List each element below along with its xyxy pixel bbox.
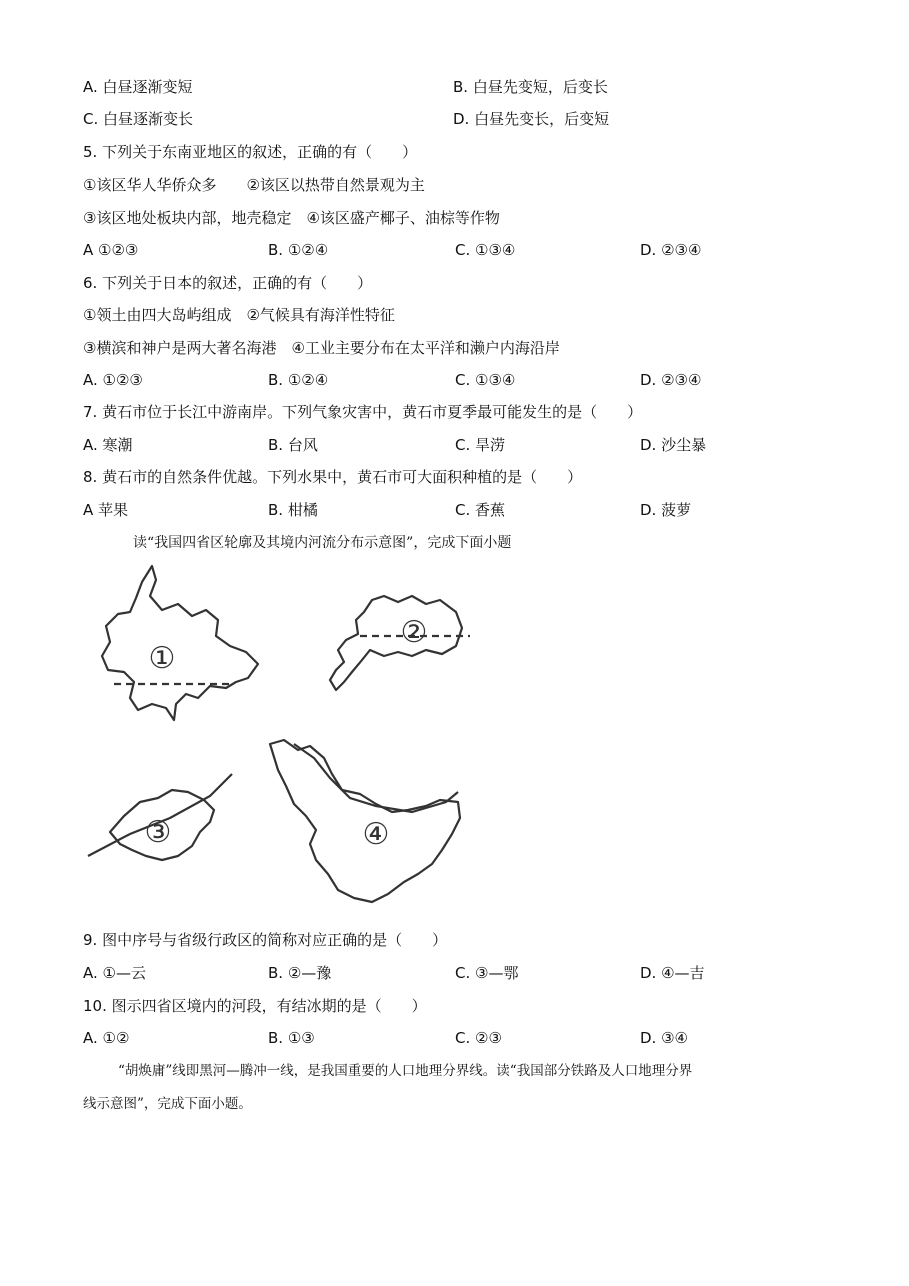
q5-option-c: C. ①③④	[455, 241, 516, 259]
q4-option-a: A. 白昼逐渐变短	[83, 78, 193, 96]
q5-statements-1: ①该区华人华侨众多 ②该区以热带自然景观为主	[83, 176, 425, 194]
q6-option-b: B. ①②④	[268, 371, 329, 389]
q10-option-c: C. ②③	[455, 1029, 502, 1047]
q7-option-a: A. 寒潮	[83, 436, 133, 454]
passage-line-2: 线示意图”，完成下面小题。	[83, 1096, 252, 1112]
province-outline-1	[102, 566, 258, 720]
q6-stem: 6. 下列关于日本的叙述，正确的有（ ）	[83, 274, 373, 292]
q10-option-a: A. ①②	[83, 1029, 130, 1047]
q5-stem: 5. 下列关于东南亚地区的叙述，正确的有（ ）	[83, 143, 418, 161]
map-intro: 读“我国四省区轮廓及其境内河流分布示意图”，完成下面小题	[133, 535, 512, 551]
q8-option-c: C. 香蕉	[455, 501, 506, 519]
label-4: ④	[362, 817, 390, 852]
q6-statements-1: ①领土由四大岛屿组成 ②气候具有海洋性特征	[83, 306, 395, 324]
q7-option-d: D. 沙尘暴	[640, 436, 707, 454]
q6-option-c: C. ①③④	[455, 371, 516, 389]
q9-option-d: D. ④—吉	[640, 964, 705, 982]
q4-option-b: B. 白昼先变短，后变长	[453, 78, 608, 96]
q10-option-b: B. ①③	[268, 1029, 315, 1047]
q9-stem: 9. 图中序号与省级行政区的简称对应正确的是（ ）	[83, 931, 448, 949]
q6-option-d: D. ②③④	[640, 371, 702, 389]
q9-option-a: A. ①—云	[83, 964, 146, 982]
label-3: ③	[144, 815, 172, 850]
province-outline-map	[80, 560, 480, 915]
q6-statements-2: ③横滨和神户是两大著名海港 ④工业主要分布在太平洋和濑户内海沿岸	[83, 339, 560, 357]
q8-stem: 8. 黄石市的自然条件优越。下列水果中，黄石市可大面积种植的是（ ）	[83, 468, 583, 486]
q8-option-b: B. 柑橘	[268, 501, 318, 519]
q5-option-d: D. ②③④	[640, 241, 702, 259]
q4-option-c: C. 白昼逐渐变长	[83, 110, 194, 128]
q7-stem: 7. 黄石市位于长江中游南岸。下列气象灾害中，黄石市夏季最可能发生的是（ ）	[83, 403, 643, 421]
q8-option-a: A 苹果	[83, 501, 129, 519]
label-2: ②	[400, 615, 428, 650]
q5-option-b: B. ①②④	[268, 241, 329, 259]
q10-option-d: D. ③④	[640, 1029, 688, 1047]
q9-option-c: C. ③—鄂	[455, 964, 519, 982]
q5-statements-2: ③该区地处板块内部，地壳稳定 ④该区盛产椰子、油棕等作物	[83, 209, 500, 227]
passage-line-1: “胡焕庸”线即黑河—腾冲一线，是我国重要的人口地理分界线。读“我国部分铁路及人口地理分界	[118, 1063, 693, 1079]
q9-option-b: B. ②—豫	[268, 964, 332, 982]
q5-option-a: A ①②③	[83, 241, 139, 259]
q8-option-d: D. 菠萝	[640, 501, 692, 519]
q4-option-d: D. 白昼先变长，后变短	[453, 110, 610, 128]
province-outline-2	[330, 596, 462, 690]
q7-option-b: B. 台风	[268, 436, 318, 454]
label-1: ①	[148, 641, 176, 676]
q10-stem: 10. 图示四省区境内的河段，有结冰期的是（ ）	[83, 997, 427, 1015]
q7-option-c: C. 旱涝	[455, 436, 506, 454]
q6-option-a: A. ①②③	[83, 371, 143, 389]
